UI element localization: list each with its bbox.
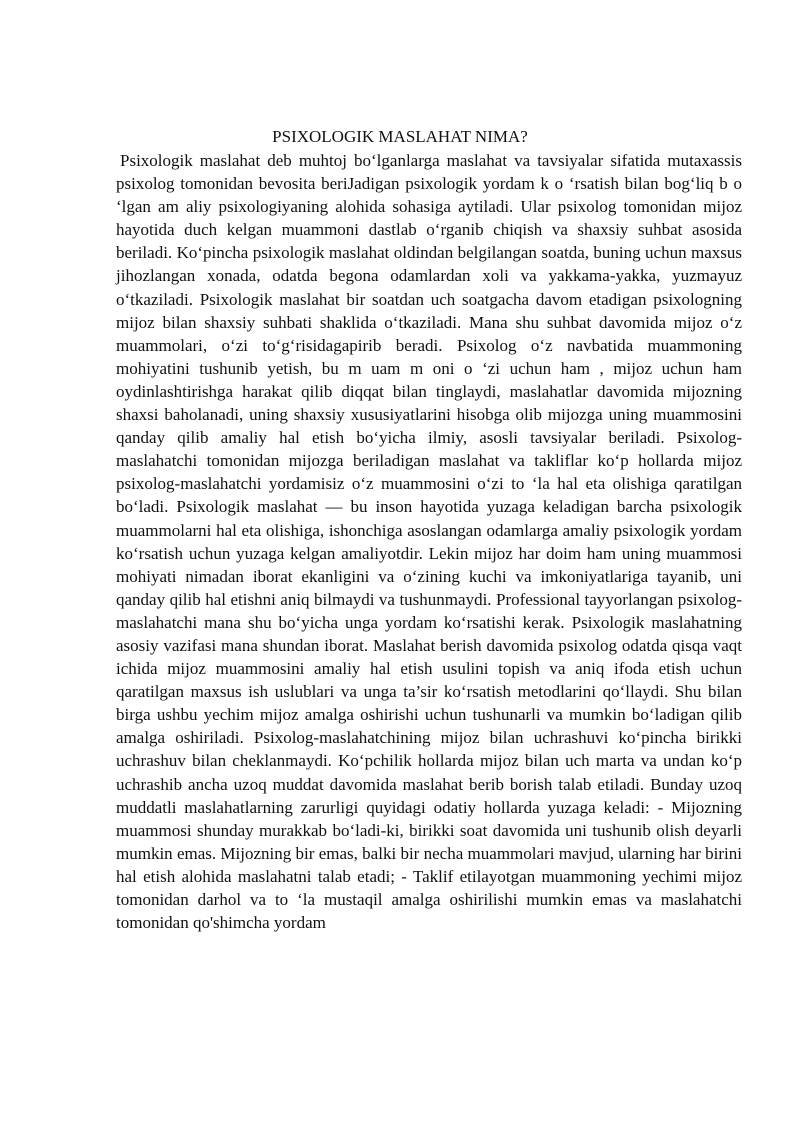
document-body-paragraph: Psixologik maslahat deb muhtoj bo‘lganlarga maslahat va tavsiyalar sifatida mutaxassis psixolog tomonidan bevosita beriJadigan psixologik yordam k o ‘rsatish bilan bog‘liq b o ‘lgan am aliy psixologiyaning alohida sohasiga aytiladi. Ular psixolog tomonidan mijoz hayotida duch kelgan muammoni dastlab o‘rganib chiqish va shaxsiy suhbat asosida beriladi. Ko‘pincha psixologik maslahat oldindan belgilangan soatda, buning uchun maxsus jihozlangan xonada, odatda begona odamlardan xoli va yakkama-yakka, yuzmayuz o‘tkaziladi. Psixologik maslahat bir soatdan uch soatgacha davom etadigan psixologning mijoz bilan shaxsiy suhbati shaklida o‘tkaziladi. Mana shu suhbat davomida mijoz o‘z muammolari, o‘zi to‘g‘risidagapirib beradi. Psixolog o‘z navbatida muammoning mohiyatini tushunib yetish, bu m uam m oni o ‘zi uchun ham , mijoz uchun ham oydinlashtirishga harakat qilib diqqat bilan tinglaydi, maslahatlar davomida mijozning shaxsi baholanadi, uning shaxsiy xususiyatlarini hisobga olib mijozga uning muammosini qanday qilib amaliy hal etish bo‘yicha ilmiy, asosli tavsiyalar beriladi. Psixolog-maslahatchi tomonidan mijozga beriladigan maslahat va takliflar ko‘p hollarda mijoz psixolog-maslahatchi yordamisiz o‘z muammosini o‘zi to ‘la hal eta olishiga qaratilgan bo‘ladi. Psixologik maslahat — bu inson hayotida yuzaga keladigan barcha psixologik muammolarni hal eta olishiga, ishonchiga asoslangan odamlarga amaliy psixologik yordam ko‘rsatish uchun yuzaga kelgan amaliyotdir. Lekin mijoz har doim ham uning muammosi mohiyati nimadan iborat ekanligini va o‘zining kuchi va imkoniyatlariga tayanib, uni qanday qilib hal etishni aniq bilmaydi va tushunmaydi. Professional tayyorlangan psixolog-maslahatchi mana shu bo‘yicha unga yordam ko‘rsatishi kerak. Psixologik maslahatning asosiy vazifasi mana shundan iborat. Maslahat berish davomida psixolog odatda qisqa vaqt ichida mijoz muammosini amaliy hal etish usulini topish va aniq ifoda etish uchun qaratilgan maxsus ish uslublari va unga ta’sir ko‘rsatish metodlarini qo‘llaydi. Shu bilan birga ushbu yechim mijoz amalga oshirishi uchun tushunarli va mumkin bo‘ladigan qilib amalga oshiriladi. Psixolog-maslahatchining mijoz bilan uchrashuvi ko‘pincha birikki uchrashuv bilan cheklanmaydi. Ko‘pchilik hollarda mijoz bilan uch marta va undan ko‘p uchrashib ancha uzoq muddat davomida maslahat berib borish talab etiladi. Bunday uzoq muddatli maslahatlarning zarurligi quyidagi odatiy hollarda yuzaga keladi: - Mijozning muammosi shunday murakkab bo‘ladi-ki, birikki soat davomida uni tushunib olish deyarli mumkin emas. Mijozning bir emas, balki bir necha muammolari mavjud, ularning har birini hal etish alohida maslahatni talab etadi; - Taklif etilayotgan muammoning yechimi mijoz tomonidan darhol va to ‘la mustaqil amalga oshirilishi mumkin emas va maslahatchi tomonidan qo'shimcha yordam xyxy=(116,151,742,933)
document-title: PSIXOLOGIK MASLAHAT NIMA? xyxy=(272,127,528,146)
